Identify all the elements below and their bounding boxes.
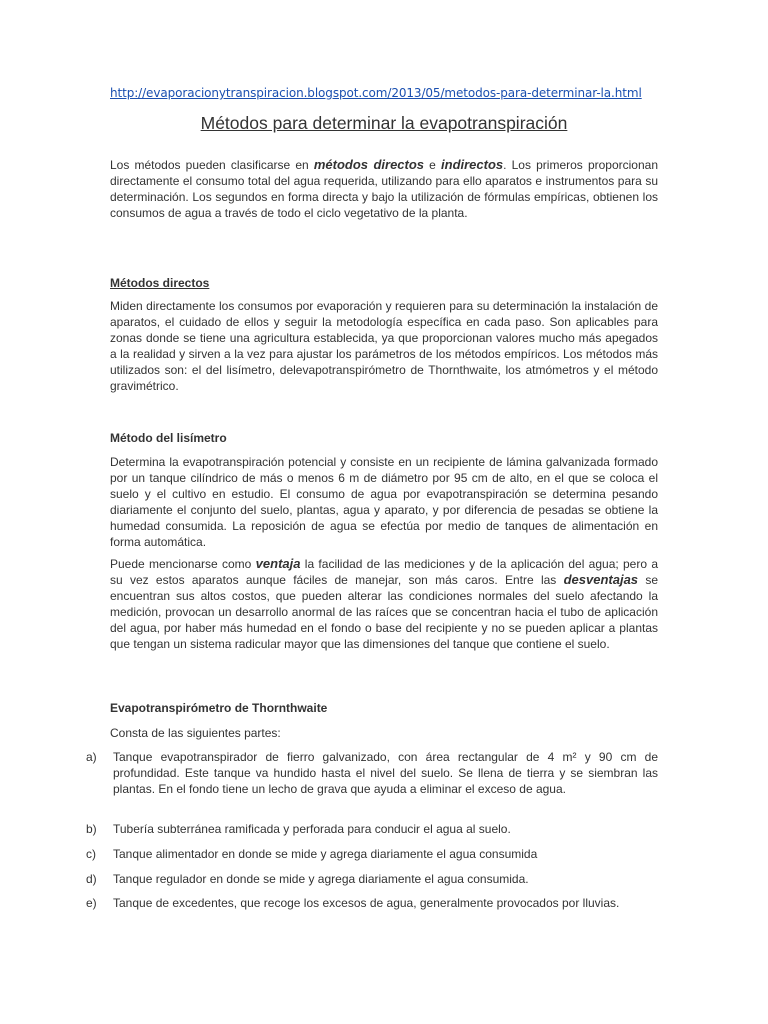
lysimeter-paragraph-1: Determina la evapotranspiración potencial y consiste en un recipiente de lámina galvanizada formado por un tanque cilíndrico de más o menos 6 m de diámetro por 95 cm de alto, en el que se coloca el suelo y el cultivo en estudio. El consumo de agua por evapotranspiración se determina pesando diariamente el conjunto del suelo, plantas, agua y aparato, y por diferencia de pesadas se obtiene la humedad consumida. La reposición de agua se efectúa por medio de tanques de alimentación en forma automática. — [110, 455, 658, 549]
list-item — [86, 846, 658, 862]
list-item-text: Tubería subterránea ramificada y perforada para conducir el agua al suelo. — [113, 822, 511, 836]
intro-emphasis-indirect: indirectos — [441, 157, 504, 172]
list-item-text: Tanque alimentador en donde se mide y agrega diariamente el agua consumida — [113, 847, 538, 861]
heading-thornthwaite: Evapotranspirómetro de Thornthwaite — [110, 701, 328, 715]
lysimeter-paragraph-2 — [110, 556, 658, 652]
list-item — [86, 821, 658, 837]
disadvantages-emphasis: desventajas — [563, 572, 639, 587]
list-marker: a) — [86, 750, 97, 764]
list-marker: e) — [86, 896, 97, 910]
direct-methods-paragraph: Miden directamente los consumos por evaporación y requieren para su determinación la instalación de aparatos, el cuidado de ellos y seguir la metodología específica en cada paso. Son aplicables para zonas donde se tiene una agricultura establecida, ya que proporcionan valores mucho más apegados a la realidad y sirven a la vez para ajustar los parámetros de los métodos empíricos. Los métodos más utilizados son: el del lisímetro, delevapotranspirómetro de Thornthwaite, los atmómetros y el método gravimétrico. — [110, 299, 658, 393]
intro-text-2: e — [424, 158, 442, 172]
list-item — [86, 871, 658, 887]
heading-direct-methods: Métodos directos — [110, 276, 210, 290]
list-item — [86, 749, 658, 797]
list-marker: d) — [86, 872, 97, 886]
list-item-text: Tanque de excedentes, que recoge los excesos de agua, generalmente provocados por lluvias. — [113, 896, 620, 910]
intro-text-1: Los métodos pueden clasificarse en — [110, 158, 314, 172]
list-marker: c) — [86, 847, 96, 861]
lysimeter-text-a: Puede mencionarse como — [110, 557, 256, 571]
list-item — [86, 895, 658, 911]
advantage-emphasis: ventaja — [255, 556, 301, 571]
thornthwaite-intro: Consta de las siguientes partes: — [110, 726, 281, 740]
lysimeter-text-e: se encuentran sus altos costos, que pueden alterar las condiciones normales del suelo afectando la medición, provocan un desarrollo anormal de las raíces que se concentran hacia el tubo de aplicación del agua, por haber más humedad en el fondo o base del recipiente y no se pueden aplicar a plantas que tengan un sistema radicular mayor que las dimensiones del tanque que contiene el suelo. — [110, 573, 658, 651]
list-item-text: Tanque regulador en donde se mide y agrega diariamente el agua consumida. — [113, 872, 529, 886]
list-marker: b) — [86, 822, 97, 836]
list-item-text: Tanque evapotranspirador de fierro galvanizado, con área rectangular de 4 m² y 90 cm de profundidad. Este tanque va hundido hasta el nivel del suelo. Se llena de tierra y se siembran las plantas. En el fondo tiene un lecho de grava que ayuda a eliminar el exceso de agua. — [113, 750, 658, 796]
source-link[interactable]: http://evaporacionytranspiracion.blogspot.com/2013/05/metodos-para-determinar-la.html — [110, 86, 642, 100]
intro-emphasis-direct: métodos directos — [313, 157, 425, 172]
intro-text-3: . Los primeros proporcionan directamente el consumo total del agua requerida, utilizando para ello aparatos e instrumentos para su determinación. Los segundos en forma directa y bajo la utilización de fórmulas empíricas, obtienen los consumos de agua a través de todo el ciclo vegetativo de la planta. — [110, 158, 658, 220]
intro-paragraph — [110, 157, 658, 221]
heading-lysimeter: Método del lisímetro — [110, 431, 227, 445]
lysimeter-text-c: la facilidad de las mediciones y de la aplicación del agua; pero a su vez estos aparatos aunque fáciles de manejar, son más caros. Entre las — [110, 557, 658, 587]
document-title: Métodos para determinar la evapotranspiración — [200, 113, 568, 133]
